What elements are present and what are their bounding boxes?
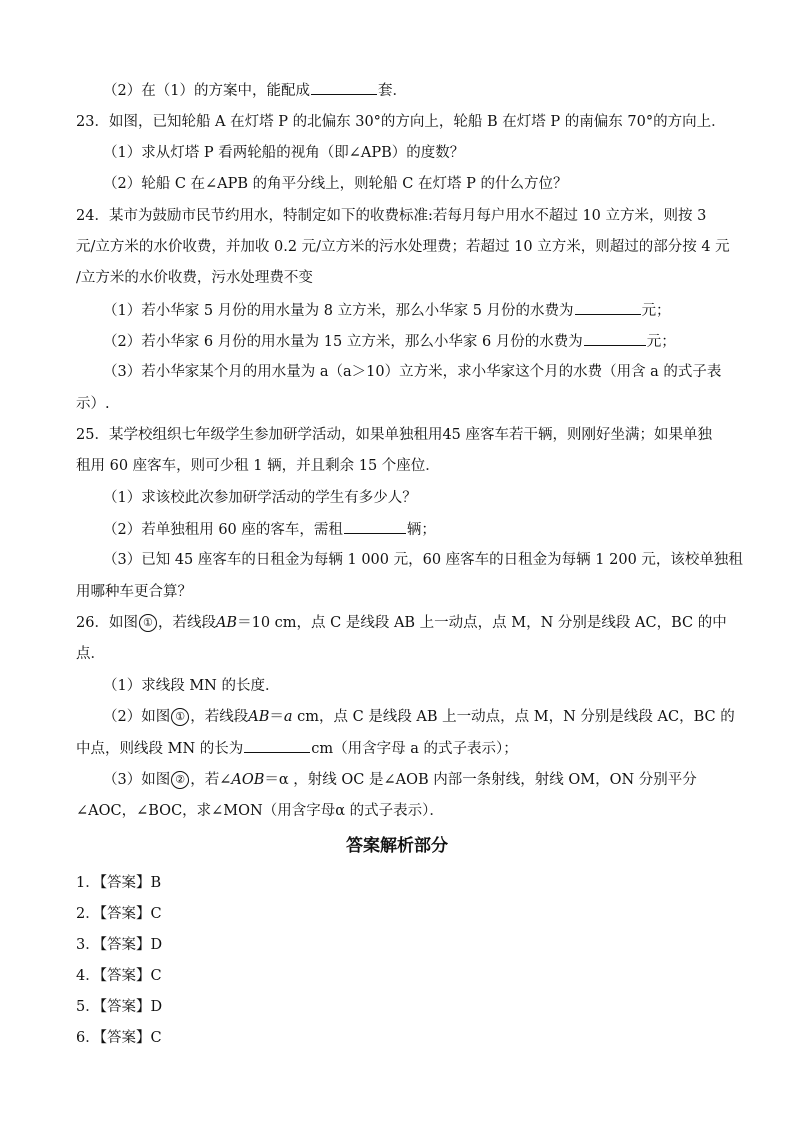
q24-part1	[103, 300, 671, 321]
answer-value: C	[150, 906, 162, 922]
figure-1-marker: ①	[139, 614, 157, 632]
q26-part3-text-b: ＝α ，射线 OC 是∠AOB 内部一条射线，射线 OM，ON 分别平分	[264, 772, 697, 788]
q24-stem-line1: 24．某市为鼓励市民节约用水，特制定如下的收费标准:若每月每户用水不超过 10 立方米，则按 3	[76, 208, 707, 224]
q25-part2-suffix: 辆；	[406, 522, 436, 538]
answer-blank[interactable]	[584, 331, 646, 346]
q26-part3-text-a: ，若∠	[190, 772, 232, 788]
q25-stem-line1: 25．某学校组织七年级学生参加研学活动，如果单独租用45 座客车若干辆，则刚好坐满；如果单独	[76, 427, 713, 443]
q26-part2-text-a: ，若线段	[190, 709, 249, 725]
math-ab: AB	[215, 615, 238, 631]
q26-part1: （1）求线段 MN 的长度．	[103, 678, 280, 694]
answer-label: 【答案】	[99, 1030, 151, 1046]
q26-part2-prefix: （2）如图	[103, 709, 171, 725]
answer-item	[76, 935, 162, 955]
answer-label: 【答案】	[99, 937, 151, 953]
answer-blank[interactable]	[311, 80, 377, 95]
answer-item	[76, 997, 162, 1017]
q26-part3-prefix: （3）如图	[103, 772, 171, 788]
answer-item	[76, 873, 161, 893]
q24-stem-line2: 元/立方米的水价收费，并加收 0.2 元/立方米的污水处理费；若超过 10 立方米，则超过的部分按 4 元	[76, 239, 730, 255]
q23-part2: （2）轮船 C 在∠APB 的角平分线上，则轮船 C 在灯塔 P 的什么方位？	[103, 176, 568, 192]
math-aob: AOB	[231, 772, 265, 788]
q24-part2	[103, 331, 676, 352]
q22-part2-text: （2）在（1）的方案中，能配成	[103, 83, 310, 99]
figure-1-marker: ①	[171, 708, 189, 726]
q24-part3-line2: 示）.	[76, 396, 110, 412]
answer-blank[interactable]	[344, 519, 406, 534]
q22-part2-suffix: 套．	[377, 83, 407, 99]
q25-part3-line1: （3）已知 45 座客车的日租金为每辆 1 000 元，60 座客车的日租金为每辆 1 200 元，该校单独租	[103, 552, 743, 568]
q26-part2-line2	[76, 738, 518, 759]
q24-part1-suffix: 元；	[641, 303, 671, 319]
answer-number: 1．	[76, 875, 100, 891]
figure-2-marker: ②	[171, 771, 189, 789]
q24-part1-text: （1）若小华家 5 月份的用水量为 8 立方米，那么小华家 5 月份的水费为	[103, 303, 574, 319]
q26-part2-text-b: cm，点 C 是线段 AB 上一动点，点 M，N 分别是线段 AC，BC 的	[292, 709, 735, 725]
answer-item	[76, 966, 162, 986]
q23-part1: （1）求从灯塔 P 看两轮船的视角（即∠APB）的度数？	[103, 145, 465, 161]
q25-stem-line2: 租用 60 座客车，则可少租 1 辆，并且剩余 15 个座位．	[76, 458, 440, 474]
answer-label: 【答案】	[99, 875, 151, 891]
answer-number: 2．	[76, 906, 100, 922]
answer-item	[76, 904, 162, 924]
answer-value: D	[150, 937, 163, 953]
q26-text-b: ＝10 cm，点 C 是线段 AB 上一动点，点 M，N 分别是线段 AC，BC 的中	[237, 615, 727, 631]
q26-prefix: 26．如图	[76, 615, 138, 631]
answer-value: D	[150, 999, 163, 1015]
answer-value: C	[150, 968, 162, 984]
answer-blank[interactable]	[575, 300, 641, 315]
q26-part3-line1	[103, 770, 697, 790]
answer-number: 3．	[76, 937, 100, 953]
q24-stem-line3: /立方米的水价收费，污水处理费不变	[76, 270, 313, 286]
q25-part2	[103, 519, 436, 540]
q26-stem-line2: 点．	[76, 646, 105, 662]
q26-stem-line1	[76, 613, 727, 633]
q22-part2	[103, 80, 407, 101]
answer-section-heading: 答案解析部分	[346, 836, 448, 856]
answer-item	[76, 1028, 162, 1048]
answer-label: 【答案】	[99, 999, 151, 1015]
q26-part2-line1	[103, 707, 735, 727]
q25-part3-line2: 用哪种车更合算？	[76, 584, 192, 600]
q24-part2-suffix: 元；	[646, 334, 676, 350]
q25-part1: （1）求该校此次参加研学活动的学生有多少人？	[103, 490, 417, 506]
q24-part3-line1: （3）若小华家某个月的用水量为 a（a＞10）立方米，求小华家这个月的水费（用含 a 的式子表	[103, 364, 722, 380]
answer-label: 【答案】	[99, 968, 151, 984]
q26-part2-line2-suffix: cm（用含字母 a 的式子表示）；	[311, 741, 518, 757]
answer-blank[interactable]	[244, 738, 310, 753]
math-ab: AB	[248, 709, 270, 725]
answer-number: 4．	[76, 968, 100, 984]
q23-stem: 23．如图，已知轮船 A 在灯塔 P 的北偏东 30°的方向上，轮船 B 在灯塔 P 的南偏东 70°的方向上．	[76, 114, 726, 130]
q26-part2-line2-text: 中点，则线段 MN 的长为	[76, 741, 244, 757]
q26-part2-eq: ＝	[269, 709, 284, 725]
answer-number: 5．	[76, 999, 100, 1015]
q24-part2-text: （2）若小华家 6 月份的用水量为 15 立方米，那么小华家 6 月份的水费为	[103, 334, 583, 350]
q25-part2-text: （2）若单独租用 60 座的客车，需租	[103, 522, 343, 538]
q26-part3-line2: ∠AOC，∠BOC，求∠MON（用含字母α 的式子表示）．	[76, 803, 444, 819]
answer-number: 6．	[76, 1030, 100, 1046]
answer-value: C	[150, 1030, 162, 1046]
q26-text-a: ，若线段	[157, 615, 216, 631]
math-a: a	[283, 709, 293, 725]
answer-label: 【答案】	[99, 906, 151, 922]
answer-value: B	[150, 875, 162, 891]
